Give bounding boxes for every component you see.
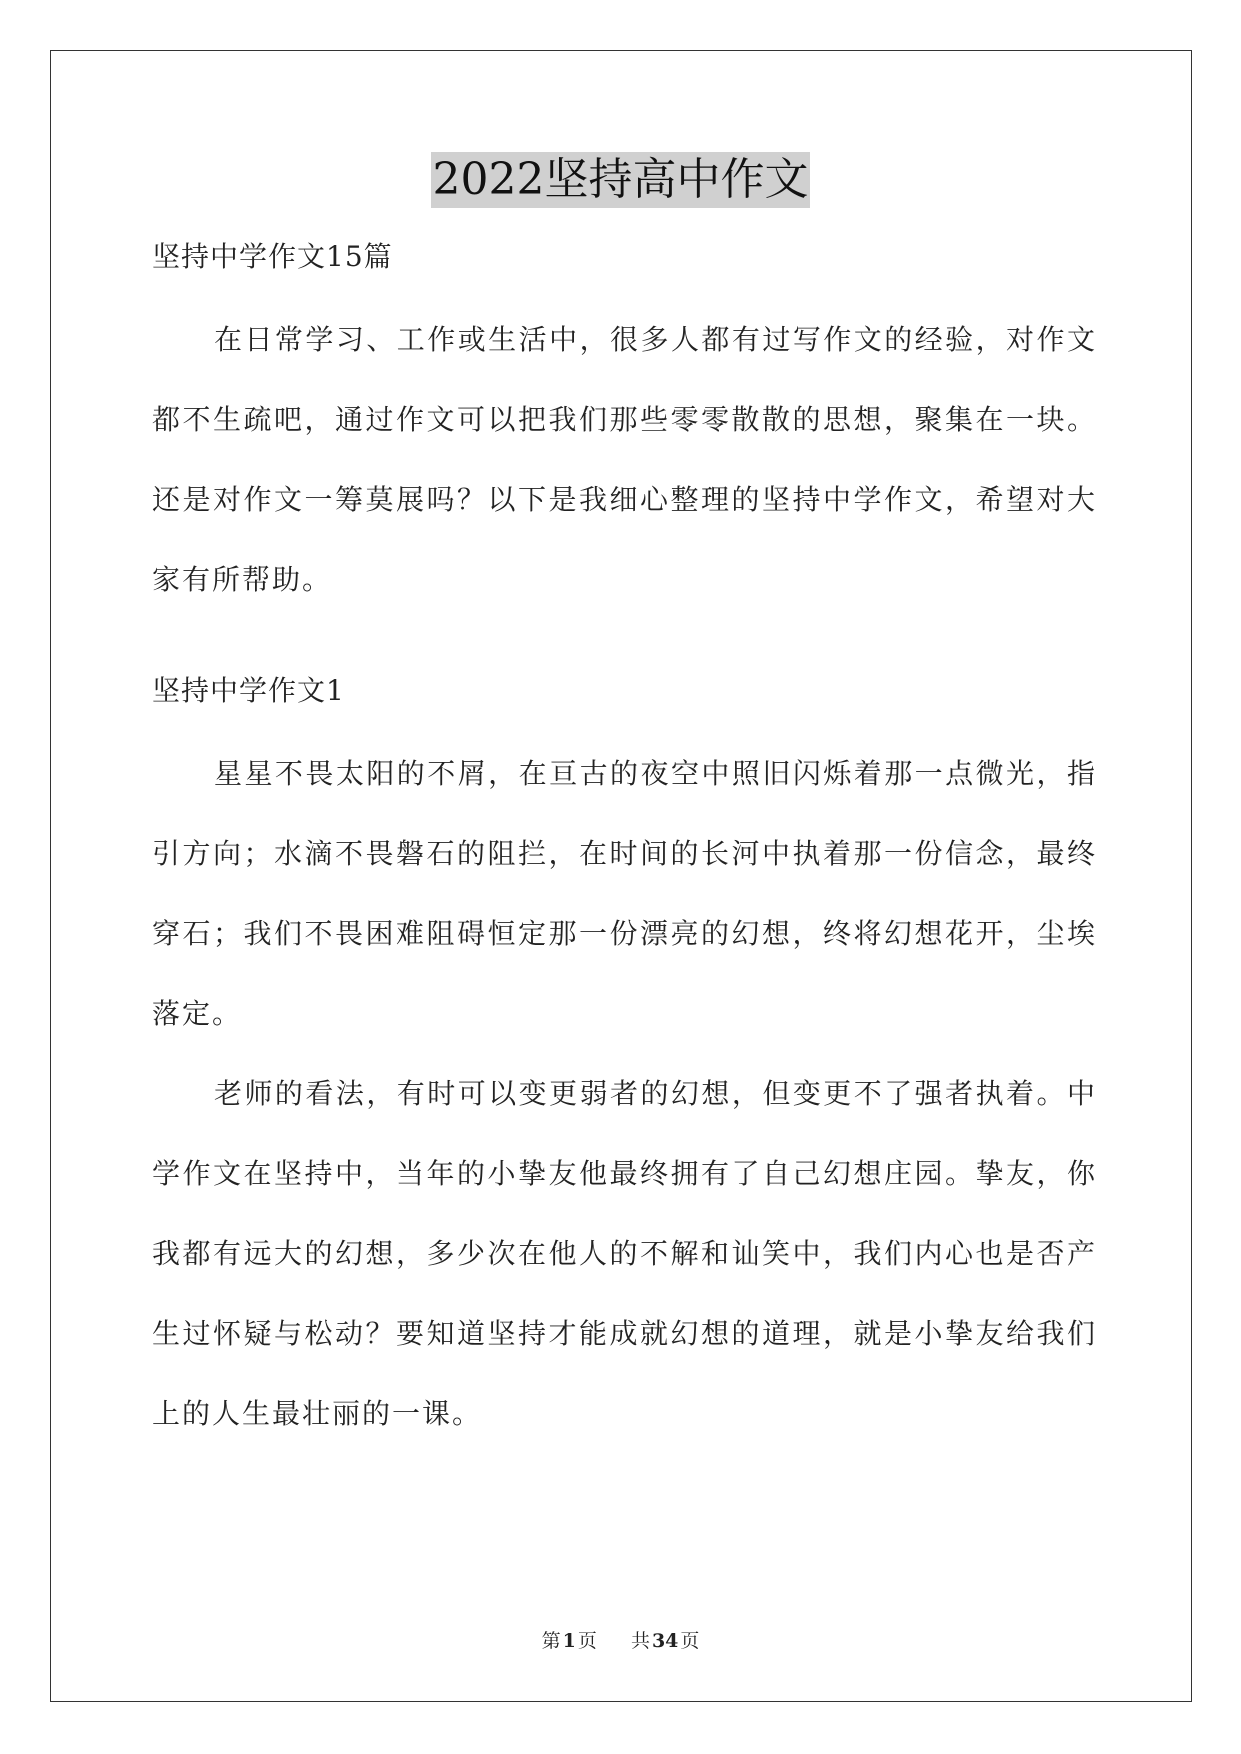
total-prefix: 共 <box>630 1630 650 1652</box>
total-page-count: 34 <box>651 1630 679 1652</box>
page-prefix: 第 <box>541 1630 561 1652</box>
current-page-number: 1 <box>562 1630 576 1652</box>
body-paragraph-1: 星星不畏太阳的不屑，在亘古的夜空中照旧闪烁着那一点微光，指引方向；水滴不畏磐石的阻拦，在时间的长河中执着那一份信念，最终穿石；我们不畏困难阻碍恒定那一份漂亮的幻想，终将幻想花开，尘埃落定。 <box>152 757 1097 1030</box>
document-body <box>152 232 1097 1454</box>
page-suffix: 页 <box>577 1630 597 1652</box>
document-subtitle: 坚持中学作文15篇 <box>152 240 393 273</box>
intro-paragraph: 在日常学习、工作或生活中，很多人都有过写作文的经验，对作文都不生疏吧，通过作文可以把我们那些零零散散的思想，聚集在一块。还是对作文一筹莫展吗？以下是我细心整理的坚持中学作文，希望对大家有所帮助。 <box>152 323 1097 596</box>
page-footer <box>0 1626 1241 1653</box>
title-container <box>0 152 1241 208</box>
total-suffix: 页 <box>680 1630 700 1652</box>
body-paragraph-2: 老师的看法，有时可以变更弱者的幻想，但变更不了强者执着。中学作文在坚持中，当年的小挚友他最终拥有了自己幻想庄园。挚友，你我都有远大的幻想，多少次在他人的不解和讪笑中，我们内心也是否产生过怀疑与松动？要知道坚持才能成就幻想的道理，就是小挚友给我们上的人生最壮丽的一课。 <box>152 1077 1097 1430</box>
section-heading: 坚持中学作文1 <box>152 674 345 707</box>
document-title: 2022坚持高中作文 <box>431 152 811 208</box>
